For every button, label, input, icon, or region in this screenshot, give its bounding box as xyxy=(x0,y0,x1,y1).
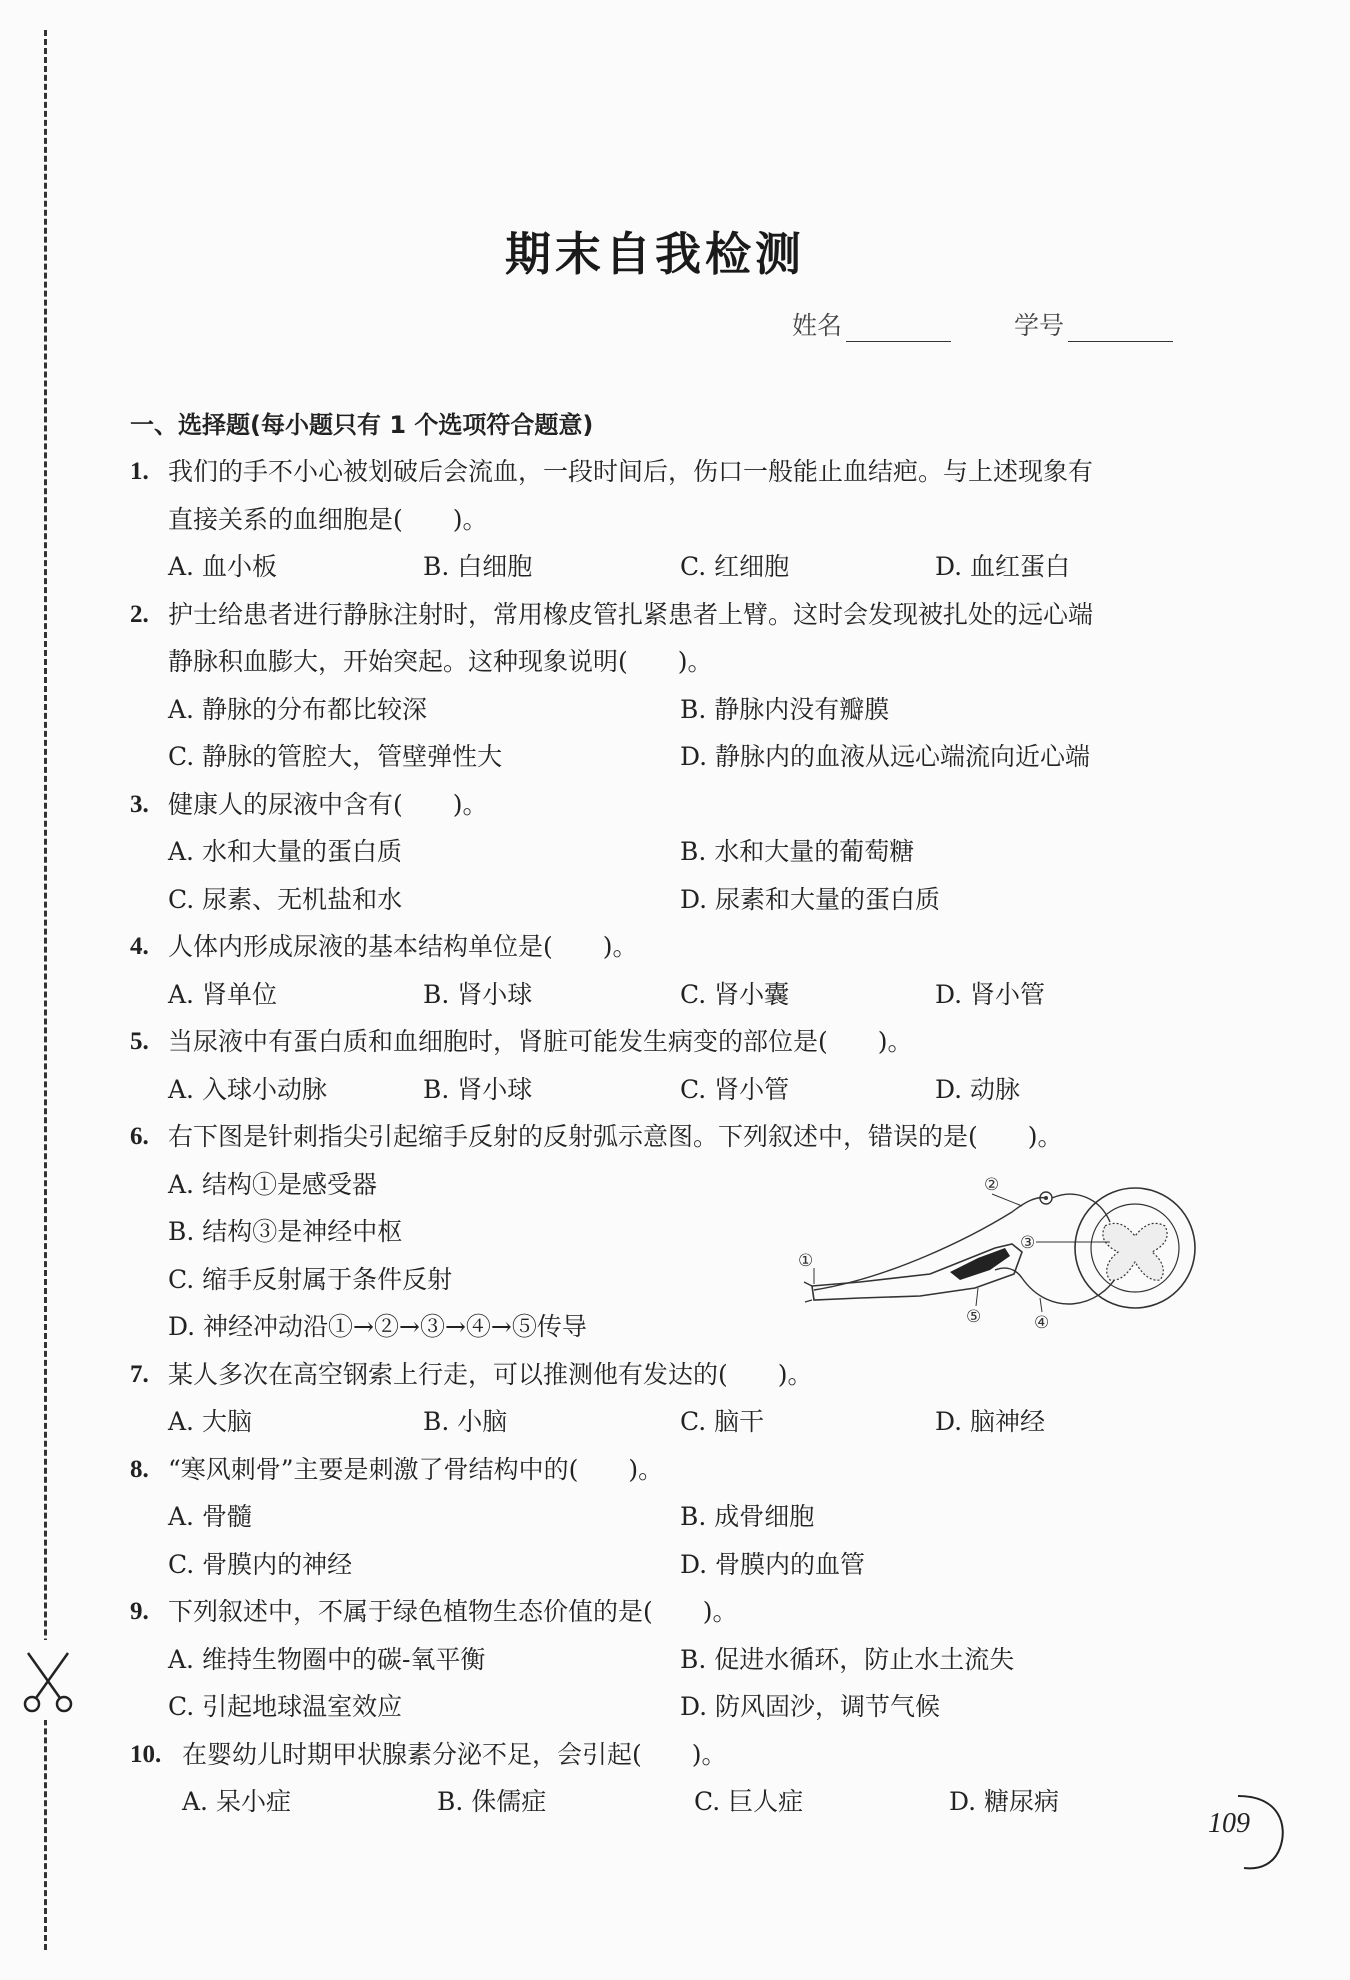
number-field xyxy=(1014,306,1173,342)
scissors-icon xyxy=(18,1648,78,1718)
option-c[interactable]: C. 肾小管 xyxy=(680,1074,790,1104)
option-c[interactable]: C. 骨膜内的神经 xyxy=(168,1549,353,1579)
option-d[interactable]: D. 骨膜内的血管 xyxy=(680,1549,866,1579)
option-c[interactable]: C. 肾小囊 xyxy=(680,979,790,1009)
question-4: 4. 人体内形成尿液的基本结构单位是( )。 xyxy=(130,932,638,961)
option-b[interactable]: B. 结构③是神经中枢 xyxy=(168,1217,403,1246)
option-c[interactable]: C. 脑干 xyxy=(680,1407,765,1436)
option-a[interactable]: A. 结构①是感受器 xyxy=(168,1169,377,1199)
option-a[interactable]: A. 骨髓 xyxy=(168,1502,252,1531)
page-number-arc xyxy=(1220,1786,1290,1876)
option-c[interactable]: C. 巨人症 xyxy=(694,1787,804,1816)
options-10 xyxy=(130,1778,1190,1826)
option-d[interactable]: D. 糖尿病 xyxy=(949,1787,1060,1816)
option-a[interactable]: A. 水和大量的蛋白质 xyxy=(168,837,402,866)
option-b[interactable]: B. 成骨细胞 xyxy=(680,1502,815,1531)
option-d[interactable]: D. 防风固沙，调节气候 xyxy=(680,1692,941,1721)
label-5: ⑤ xyxy=(966,1307,982,1327)
option-b[interactable]: B. 水和大量的葡萄糖 xyxy=(680,837,915,866)
page-number: 109 xyxy=(1208,1808,1250,1839)
option-c[interactable]: C. 尿素、无机盐和水 xyxy=(168,884,403,914)
option-b[interactable]: B. 白细胞 xyxy=(423,552,533,581)
question-7: 7. 某人多次在高空钢索上行走，可以推测他有发达的( )。 xyxy=(130,1359,813,1389)
option-d[interactable]: D. 脑神经 xyxy=(935,1407,1046,1436)
options-2 xyxy=(130,686,1190,734)
reflex-arc-diagram xyxy=(798,1175,1200,1338)
question-10: 10. 在婴幼儿时期甲状腺素分泌不足，会引起( )。 xyxy=(130,1739,727,1769)
option-c[interactable]: C. 引起地球温室效应 xyxy=(168,1692,403,1721)
option-c[interactable]: C. 静脉的管腔大，管壁弹性大 xyxy=(168,742,503,771)
option-c[interactable]: C. 缩手反射属于条件反射 xyxy=(168,1264,453,1294)
option-b[interactable]: B. 肾小球 xyxy=(423,1074,533,1104)
name-field xyxy=(792,306,951,342)
section-heading: 一、选择题(每小题只有 1 个选项符合题意) xyxy=(130,411,594,439)
option-a[interactable]: A. 血小板 xyxy=(168,552,277,581)
option-a[interactable]: A. 大脑 xyxy=(168,1407,252,1436)
question-1: 1. 我们的手不小心被划破后会流血，一段时间后，伤口一般能止血结疤。与上述现象有 xyxy=(130,457,1094,486)
question-list: 一、选择题(每小题只有 1 个选项符合题意) 1. 我们的手不小心被划破后会流血，一段时间后，伤口一般能止血结疤。与上述现象有 直接关系的血细胞是( )。 A. 血小板 B. 白细胞 C. 红细胞 D. 血红蛋白 2. 护士给患者进行静脉注射时，常用橡皮管扎紧患者上臂。这时会发现被扎处的远心端 静脉积血膨大，开始突起。这种现象说明( )。 A. 静脉的分布都比较深 B. 静脉内没有瓣膜 C. 静脉的管腔大，管壁弹性大 D. 静脉内的血液从远心端流向近心端 3. 健康人的尿液中含有( )。 A. 水和大量的蛋白质 B. 水和大量的葡萄糖 C. 尿素、无机盐和水 D. 尿素和大量的蛋白质 4. 人体内形成尿液的基本结构单位是( )。 A. 肾单位 B. 肾小球 C. 肾小囊 D. 肾小管 5. 当尿液中有蛋白质和血细胞时，肾脏可能发生病变的部位是( )。 A. 入球小动脉 B. 肾小球 C. 肾小管 D. 动脉 6. 右下图是针刺指尖引起缩手反射的反射弧示意图。下列叙述中，错误的是( )。 A. 结构①是感受器 B. 结构③是神经中枢 C. 缩手反射属于条件反射 D. 神经冲动沿①→②→③→④→⑤传导 7. 某人多次在高空钢索上行走，可以推测他有发达的( )。 A. 大脑 B. 小脑 C. 脑干 D. 脑神经 8. “寒风刺骨”主要是刺激了骨结构中的( )。 A. 骨髓 B. 成骨细胞 C. 骨膜内的神经 D. 骨膜内的血管 9. 下列叙述中，不属于绿色植物生态价值的是( )。 A. 维持生物圈中的碳-氧平衡 B. 促进水循环，防止水土流失 C. 引起地球温室效应 D. 防风固沙，调节气候 10. 在婴幼儿时期甲状腺素分泌不足，会引起( )。 A. 呆小症 B. 侏儒症 C. 巨人症 D. 糖尿病 xyxy=(130,402,1190,1826)
number-blank[interactable] xyxy=(1068,315,1173,342)
page-title: 期末自我检测 xyxy=(505,227,805,281)
question-9: 9. 下列叙述中，不属于绿色植物生态价值的是( )。 xyxy=(130,1597,738,1626)
question-6: 6. 右下图是针刺指尖引起缩手反射的反射弧示意图。下列叙述中，错误的是( )。 xyxy=(130,1122,1063,1151)
question-5: 5. 当尿液中有蛋白质和血细胞时，肾脏可能发生病变的部位是( )。 xyxy=(130,1027,913,1056)
option-a[interactable]: A. 维持生物圈中的碳-氧平衡 xyxy=(168,1644,486,1674)
option-b[interactable]: B. 小脑 xyxy=(423,1407,508,1436)
option-d[interactable]: D. 尿素和大量的蛋白质 xyxy=(680,884,941,914)
option-a[interactable]: A. 肾单位 xyxy=(168,979,277,1009)
option-d[interactable]: D. 静脉内的血液从远心端流向近心端 xyxy=(680,742,1091,771)
option-b[interactable]: B. 静脉内没有瓣膜 xyxy=(680,694,890,724)
name-blank[interactable] xyxy=(846,315,951,342)
option-d[interactable]: D. 血红蛋白 xyxy=(935,552,1071,581)
options-9 xyxy=(130,1636,1190,1684)
options-5 xyxy=(130,1066,1190,1114)
options-1 xyxy=(130,543,1190,591)
option-a[interactable]: A. 静脉的分布都比较深 xyxy=(168,694,427,724)
option-b[interactable]: B. 促进水循环，防止水土流失 xyxy=(680,1644,1015,1674)
label-4: ④ xyxy=(1034,1313,1050,1333)
question-3: 3. 健康人的尿液中含有( )。 xyxy=(130,789,488,819)
label-3: ③ xyxy=(1020,1233,1036,1253)
option-b[interactable]: B. 侏儒症 xyxy=(437,1787,547,1816)
question-8: 8. “寒风刺骨”主要是刺激了骨结构中的( )。 xyxy=(130,1454,664,1484)
label-2: ② xyxy=(984,1175,1000,1195)
options-4 xyxy=(130,971,1190,1019)
option-d[interactable]: D. 动脉 xyxy=(935,1074,1021,1104)
number-label: 学号 xyxy=(1014,311,1065,340)
option-d[interactable]: D. 肾小管 xyxy=(935,979,1046,1009)
label-1: ① xyxy=(798,1251,814,1271)
name-label: 姓名 xyxy=(792,311,843,340)
options-7 xyxy=(130,1398,1190,1446)
option-a[interactable]: A. 入球小动脉 xyxy=(168,1074,327,1104)
question-2: 2. 护士给患者进行静脉注射时，常用橡皮管扎紧患者上臂。这时会发现被扎处的远心端 xyxy=(130,599,1094,629)
options-3 xyxy=(130,828,1190,876)
option-d[interactable]: D. 神经冲动沿①→②→③→④→⑤传导 xyxy=(168,1312,587,1341)
option-c[interactable]: C. 红细胞 xyxy=(680,552,790,581)
option-a[interactable]: A. 呆小症 xyxy=(182,1787,291,1816)
options-8 xyxy=(130,1493,1190,1541)
option-b[interactable]: B. 肾小球 xyxy=(423,979,533,1009)
